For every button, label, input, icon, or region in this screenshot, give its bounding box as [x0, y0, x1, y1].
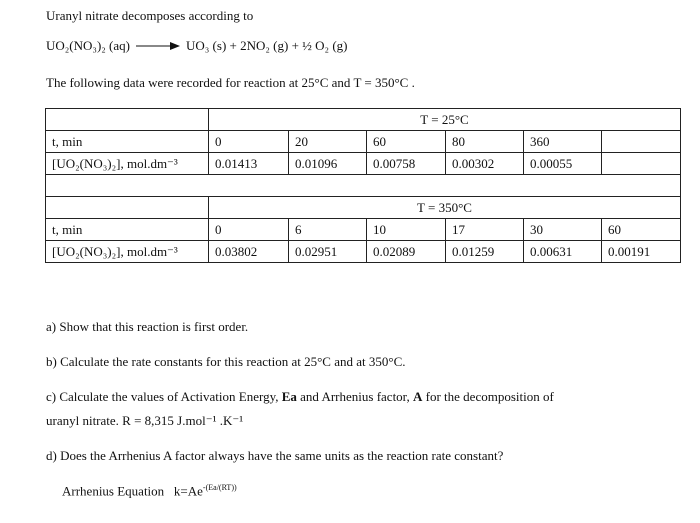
row-label: t, min [46, 131, 209, 153]
time-cell: 17 [446, 219, 524, 241]
arrhenius-exponent: -(Ea/(RT)) [202, 483, 237, 492]
table-row [46, 131, 681, 153]
conc-cell: 0.01096 [289, 153, 367, 175]
question-c-text: for the decomposition of [422, 389, 554, 404]
reaction-arrow-icon [136, 41, 180, 51]
arrhenius-formula: k=Ae [173, 483, 203, 499]
temperature-header: T = 25°C [209, 109, 681, 131]
conc-cell: 0.02089 [367, 241, 446, 263]
time-cell: 6 [289, 219, 367, 241]
question-a: a) Show that this reaction is first order. [46, 319, 249, 334]
question-c-line2: uranyl nitrate. R = 8,315 J.mol⁻¹ .K⁻¹ [46, 413, 244, 428]
products: UO₃ (s) + 2NO₂ (g) + ½ O₂ (g) [186, 38, 348, 53]
ea-term: Ea [281, 389, 297, 404]
conc-cell: 0.01259 [446, 241, 524, 263]
time-cell: 80 [446, 131, 524, 153]
time-cell: 0 [209, 219, 289, 241]
table-row [46, 153, 681, 175]
conc-cell: 0.00302 [446, 153, 524, 175]
time-cell [602, 131, 681, 153]
table-spacer [46, 175, 681, 197]
row-label: t, min [46, 219, 209, 241]
table-corner [46, 109, 209, 131]
time-cell: 10 [367, 219, 446, 241]
time-cell: 20 [289, 131, 367, 153]
conc-cell: 0.00055 [524, 153, 602, 175]
time-cell: 0 [209, 131, 289, 153]
row-label: [UO₂(NO₃)₂], mol.dm⁻³ [46, 241, 209, 263]
temperature-header: T = 350°C [209, 197, 681, 219]
time-cell: 60 [367, 131, 446, 153]
table-row [46, 219, 681, 241]
conc-cell: 0.00758 [367, 153, 446, 175]
question-c [46, 389, 554, 405]
conc-cell: 0.00191 [602, 241, 681, 263]
question-b: b) Calculate the rate constants for this reaction at 25°C and at 350°C. [46, 354, 406, 369]
arrhenius-equation [62, 483, 237, 499]
time-cell: 60 [602, 219, 681, 241]
reactant: UO₂(NO₃)₂ (aq) [46, 38, 130, 53]
conc-cell: 0.02951 [289, 241, 367, 263]
reaction-equation [46, 38, 347, 54]
conc-cell: 0.00631 [524, 241, 602, 263]
table-row [46, 241, 681, 263]
question-c-text: c) Calculate the values of Activation Energy, [46, 389, 282, 404]
table-corner [46, 197, 209, 219]
intro-text: Uranyl nitrate decomposes according to [46, 8, 254, 23]
conc-cell: 0.01413 [209, 153, 289, 175]
question-c-text: and Arrhenius factor, [296, 389, 413, 404]
arrhenius-label: Arrhenius Equation [62, 483, 165, 499]
data-table-25c [45, 108, 681, 263]
time-cell: 30 [524, 219, 602, 241]
conc-cell: 0.03802 [209, 241, 289, 263]
conditions-text: The following data were recorded for reaction at 25°C and T = 350°C . [46, 75, 415, 90]
question-d: d) Does the Arrhenius A factor always have the same units as the reaction rate constant? [46, 448, 504, 463]
row-label: [UO₂(NO₃)₂], mol.dm⁻³ [46, 153, 209, 175]
time-cell: 360 [524, 131, 602, 153]
a-term: A [413, 389, 423, 404]
conc-cell [602, 153, 681, 175]
